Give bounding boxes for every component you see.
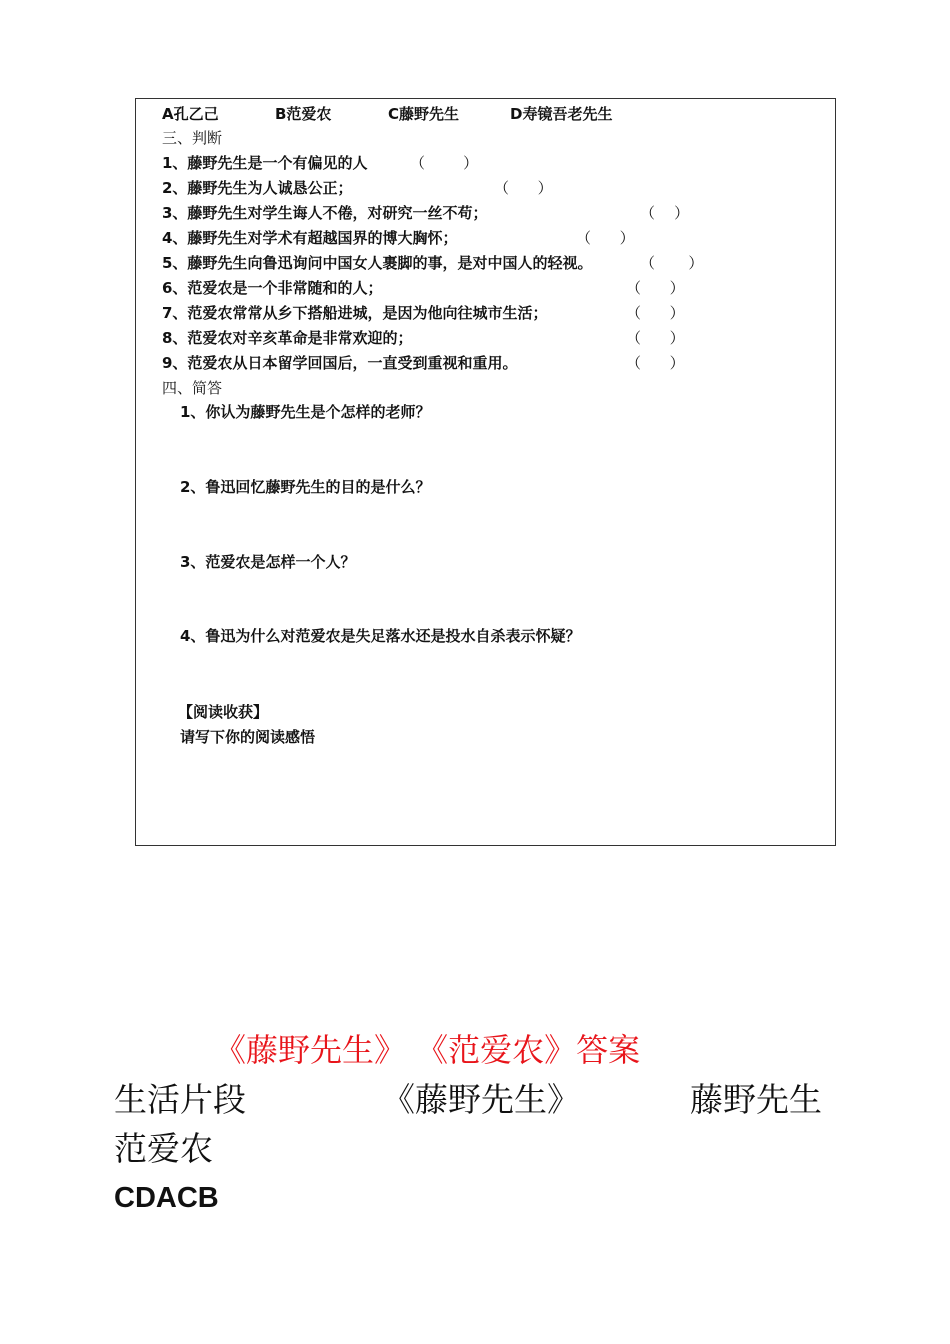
option-c: C藤野先生 [388,105,460,123]
judge-item-6: 6、范爱农是一个非常随和的人； [162,279,383,297]
answer-word-4: 范爱农 [114,1129,213,1168]
judge-answer-4[interactable]: （ ） [576,229,635,247]
judge-item-7: 7、范爱农常常从乡下搭船进城，是因为他向往城市生活； [162,304,548,322]
judge-answer-2[interactable]: （ ） [494,179,553,197]
judge-answer-5[interactable]: （ ） [640,254,704,272]
reading-prompt: 请写下你的阅读感悟 [180,728,316,746]
answer-word-3: 藤野先生 [690,1080,822,1119]
reading-heading: 【阅读收获】 [178,703,269,721]
judge-answer-1[interactable]: （ ） [410,154,479,172]
judge-answer-8[interactable]: （ ） [626,329,685,347]
short-question-1: 1、你认为藤野先生是个怎样的老师？ [180,403,431,421]
short-question-4: 4、鲁迅为什么对范爱农是失足落水还是投水自杀表示怀疑？ [180,627,581,645]
answers-title: 《藤野先生》 《范爱农》答案 [214,1031,641,1069]
option-a: A孔乙己 [162,105,219,123]
judge-item-9: 9、范爱农从日本留学回国后，一直受到重视和重用。 [162,354,518,372]
short-answer-heading: 四、简答 [162,379,223,397]
answer-code: CDACB [114,1182,219,1214]
judge-item-3: 3、藤野先生对学生诲人不倦，对研究一丝不苟； [162,204,488,222]
judge-item-1: 1、藤野先生是一个有偏见的人 [162,154,368,172]
judge-answer-6[interactable]: （ ） [626,279,685,297]
short-question-2: 2、鲁迅回忆藤野先生的目的是什么？ [180,478,431,496]
short-question-3: 3、范爱农是怎样一个人？ [180,553,356,571]
judge-answer-3[interactable]: （ ） [640,204,690,222]
judge-item-4: 4、藤野先生对学术有超越国界的博大胸怀； [162,229,458,247]
judge-item-2: 2、藤野先生为人诚恳公正； [162,179,353,197]
option-d: D寿镜吾老先生 [510,105,613,123]
option-b: B范爱农 [275,105,332,123]
judge-answer-9[interactable]: （ ） [626,354,685,372]
judge-answer-7[interactable]: （ ） [626,304,685,322]
judge-item-8: 8、范爱农对辛亥革命是非常欢迎的； [162,329,413,347]
judge-heading: 三、判断 [162,129,223,147]
answer-word-1: 生活片段 [114,1080,246,1119]
answer-word-2: 《藤野先生》 [382,1080,580,1119]
judge-item-5: 5、藤野先生向鲁迅询问中国女人裹脚的事，是对中国人的轻视。 [162,254,593,272]
